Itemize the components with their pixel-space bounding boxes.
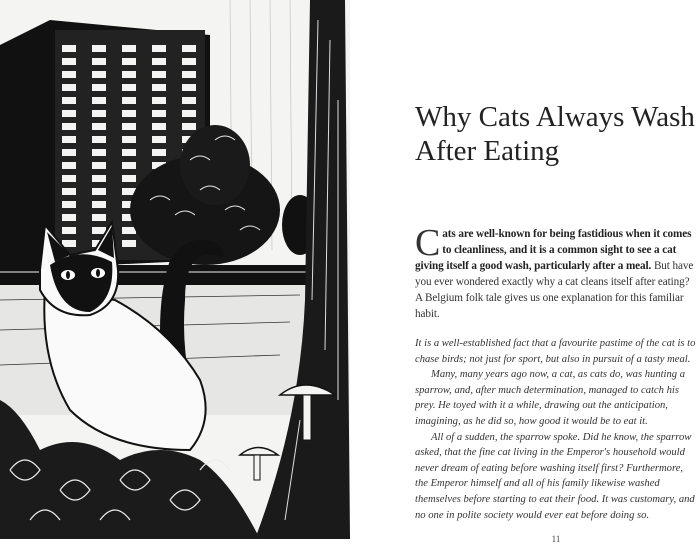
building-window: [62, 136, 76, 143]
building-window: [182, 45, 196, 52]
building-window: [122, 110, 136, 117]
building-window: [62, 110, 76, 117]
building-window: [92, 214, 106, 221]
building-window: [62, 84, 76, 91]
building-window: [62, 97, 76, 104]
building-window: [122, 175, 136, 182]
building-window: [152, 149, 166, 156]
building-window: [92, 149, 106, 156]
text-page: [350, 0, 700, 553]
text-column: [415, 100, 697, 553]
story-text: [415, 336, 697, 523]
building-window: [182, 97, 196, 104]
building-window: [182, 71, 196, 78]
building-window: [62, 227, 76, 234]
building-window: [182, 110, 196, 117]
building-window: [122, 149, 136, 156]
building-window: [122, 227, 136, 234]
linocut-illustration: [0, 0, 350, 539]
building-window: [62, 201, 76, 208]
page-number: 11: [551, 534, 561, 545]
building-window: [92, 162, 106, 169]
cat-city-linocut-image: [0, 0, 350, 539]
building-window: [62, 149, 76, 156]
building-window: [122, 71, 136, 78]
building-window: [152, 58, 166, 65]
building-window: [182, 123, 196, 130]
building-window: [92, 71, 106, 78]
building-window: [92, 201, 106, 208]
building-window: [152, 136, 166, 143]
building-window: [122, 58, 136, 65]
building-window: [62, 123, 76, 130]
building-window: [92, 188, 106, 195]
chapter-title: Why Cats Always Wash After Eating: [415, 101, 695, 167]
building-window: [62, 188, 76, 195]
intro-paragraph: [415, 222, 697, 322]
building-window: [122, 240, 136, 247]
building-window: [92, 45, 106, 52]
building-window: [152, 45, 166, 52]
building-window: [92, 175, 106, 182]
building-window: [122, 136, 136, 143]
story-paragraph: It is a well-established fact that a favourite pastime of the cat is to chase birds; not just for sport, but also in pursuit of a tasty meal.: [415, 338, 696, 365]
building-window: [62, 162, 76, 169]
building-window: [152, 71, 166, 78]
story-paragraph: All of a sudden, the sparrow spoke. Did he know, the sparrow asked, that the fine cat living in the Emperor's household would never dream of eating before washing itself first? Furthermore, the Emperor himself and all of his family likewise washed themselves before starting to eat their food. It was customary, and no one in polite society would ever eat before doing so.: [415, 431, 695, 521]
building-window: [92, 123, 106, 130]
intro-lead-text: ats are well-known for being fastidious when it comes to cleanliness, and it is a common sight to see a cat giving itself a good wash, particularly after a meal.: [415, 228, 692, 272]
building-window: [62, 240, 76, 247]
building-window: [92, 136, 106, 143]
building-window: [62, 214, 76, 221]
building-window: [122, 84, 136, 91]
building-window: [92, 84, 106, 91]
building-window: [152, 123, 166, 130]
building-window: [62, 175, 76, 182]
building-window: [182, 58, 196, 65]
building-window: [92, 97, 106, 104]
building-window: [122, 162, 136, 169]
building-window: [92, 110, 106, 117]
building-window: [122, 97, 136, 104]
story-paragraph: Many, many years ago now, a cat, as cats do, was hunting a sparrow, and, after much determination, managed to catch his prey. He toyed with it a while, drawing out the anticipation, imagining, as he did so, how good it would be to eat it.: [415, 369, 686, 427]
building-window: [92, 58, 106, 65]
building-window: [62, 45, 76, 52]
building-window: [62, 58, 76, 65]
building-window: [62, 71, 76, 78]
drop-cap: C: [415, 222, 441, 264]
intro-body-text: But have you ever wondered exactly why a cat cleans itself after eating? A Belgium folk tale gives us one explanation for this familiar habit.: [415, 260, 694, 320]
building-window: [152, 110, 166, 117]
building-window: [122, 45, 136, 52]
building-window: [152, 84, 166, 91]
building-window: [152, 97, 166, 104]
building-window: [122, 123, 136, 130]
building-window: [92, 227, 106, 234]
building-window: [182, 84, 196, 91]
